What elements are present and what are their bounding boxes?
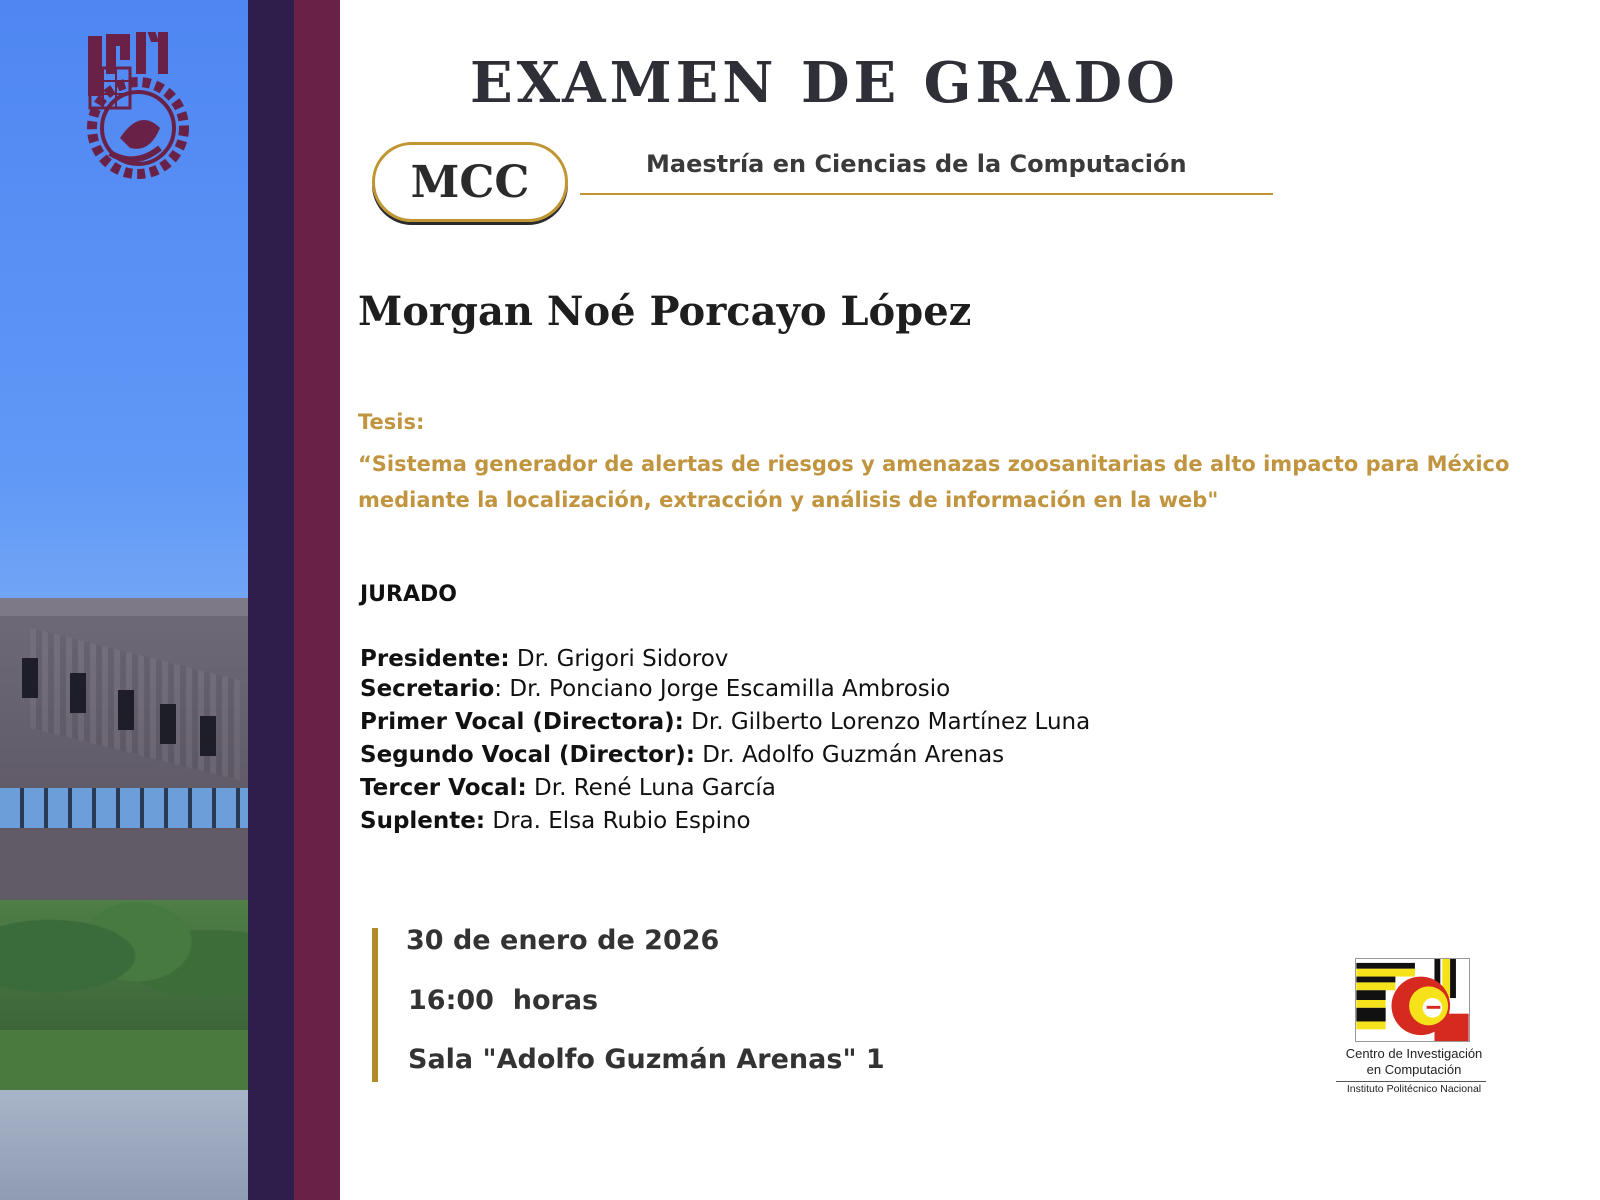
jury-heading: JURADO: [360, 582, 457, 607]
jury-member: [360, 739, 1090, 772]
jury-member: [360, 805, 1090, 838]
jury-role: Tercer Vocal:: [360, 775, 527, 801]
jury-member-name: Dr. René Luna García: [526, 775, 776, 801]
thesis-title: “Sistema generador de alertas de riesgos y amenazas zoosanitarias de alto impacto para México mediante la localización, extracción y análisis de información en la web": [358, 452, 1510, 512]
parent-institution: Instituto Politécnico Nacional: [1346, 1083, 1482, 1095]
event-accent-bar: [372, 928, 378, 1082]
jury-member-name: Dr. Adolfo Guzmán Arenas: [694, 742, 1005, 768]
institution-divider: [1336, 1081, 1486, 1082]
candidate-name: Morgan Noé Porcayo López: [358, 288, 972, 335]
jury-member-name: Dra. Elsa Rubio Espino: [485, 808, 751, 834]
jury-role: Presidente:: [360, 646, 510, 672]
jury-member-name: : Dr. Ponciano Jorge Escamilla Ambrosio: [494, 676, 951, 702]
jury-role: Segundo Vocal (Director):: [360, 742, 695, 768]
program-acronym-badge: MCC: [372, 142, 568, 222]
gold-divider: [580, 193, 1273, 195]
thesis-label: Tesis:: [358, 410, 425, 434]
hedge: [0, 1030, 248, 1090]
maroon-stripe: [294, 0, 340, 1200]
jury-role: Primer Vocal (Directora):: [360, 709, 684, 735]
window-band: [0, 788, 248, 828]
jury-role: Secretario: [360, 676, 495, 702]
jury-role: Suplente:: [360, 808, 486, 834]
program-name: Maestría en Ciencias de la Computación: [646, 150, 1187, 178]
jury-member-name: Dr. Gilberto Lorenzo Martínez Luna: [683, 709, 1091, 735]
event-date: 30 de enero de 2026: [406, 925, 720, 956]
jury-member: [360, 706, 1090, 739]
jury-member-name: Dr. Grigori Sidorov: [509, 646, 729, 672]
page-title: EXAMEN DE GRADO: [470, 50, 1179, 116]
jury-member: [360, 772, 1090, 805]
building-sign-icon: [30, 628, 240, 780]
institution-name: Centro de Investigación en Computación: [1345, 1046, 1483, 1077]
jury-member: [360, 673, 1090, 706]
jury-member: [360, 645, 1090, 673]
left-decorative-panel: [0, 0, 340, 1200]
cic-logo-icon: [1355, 958, 1470, 1042]
purple-stripe: [248, 0, 294, 1200]
ipn-logo-icon: [80, 28, 190, 188]
road: [0, 1090, 248, 1200]
trees: [0, 900, 248, 1040]
event-time: 16:00 horas: [408, 985, 599, 1016]
jury-list: [360, 645, 1090, 838]
event-room: Sala "Adolfo Guzmán Arenas" 1: [408, 1044, 885, 1075]
